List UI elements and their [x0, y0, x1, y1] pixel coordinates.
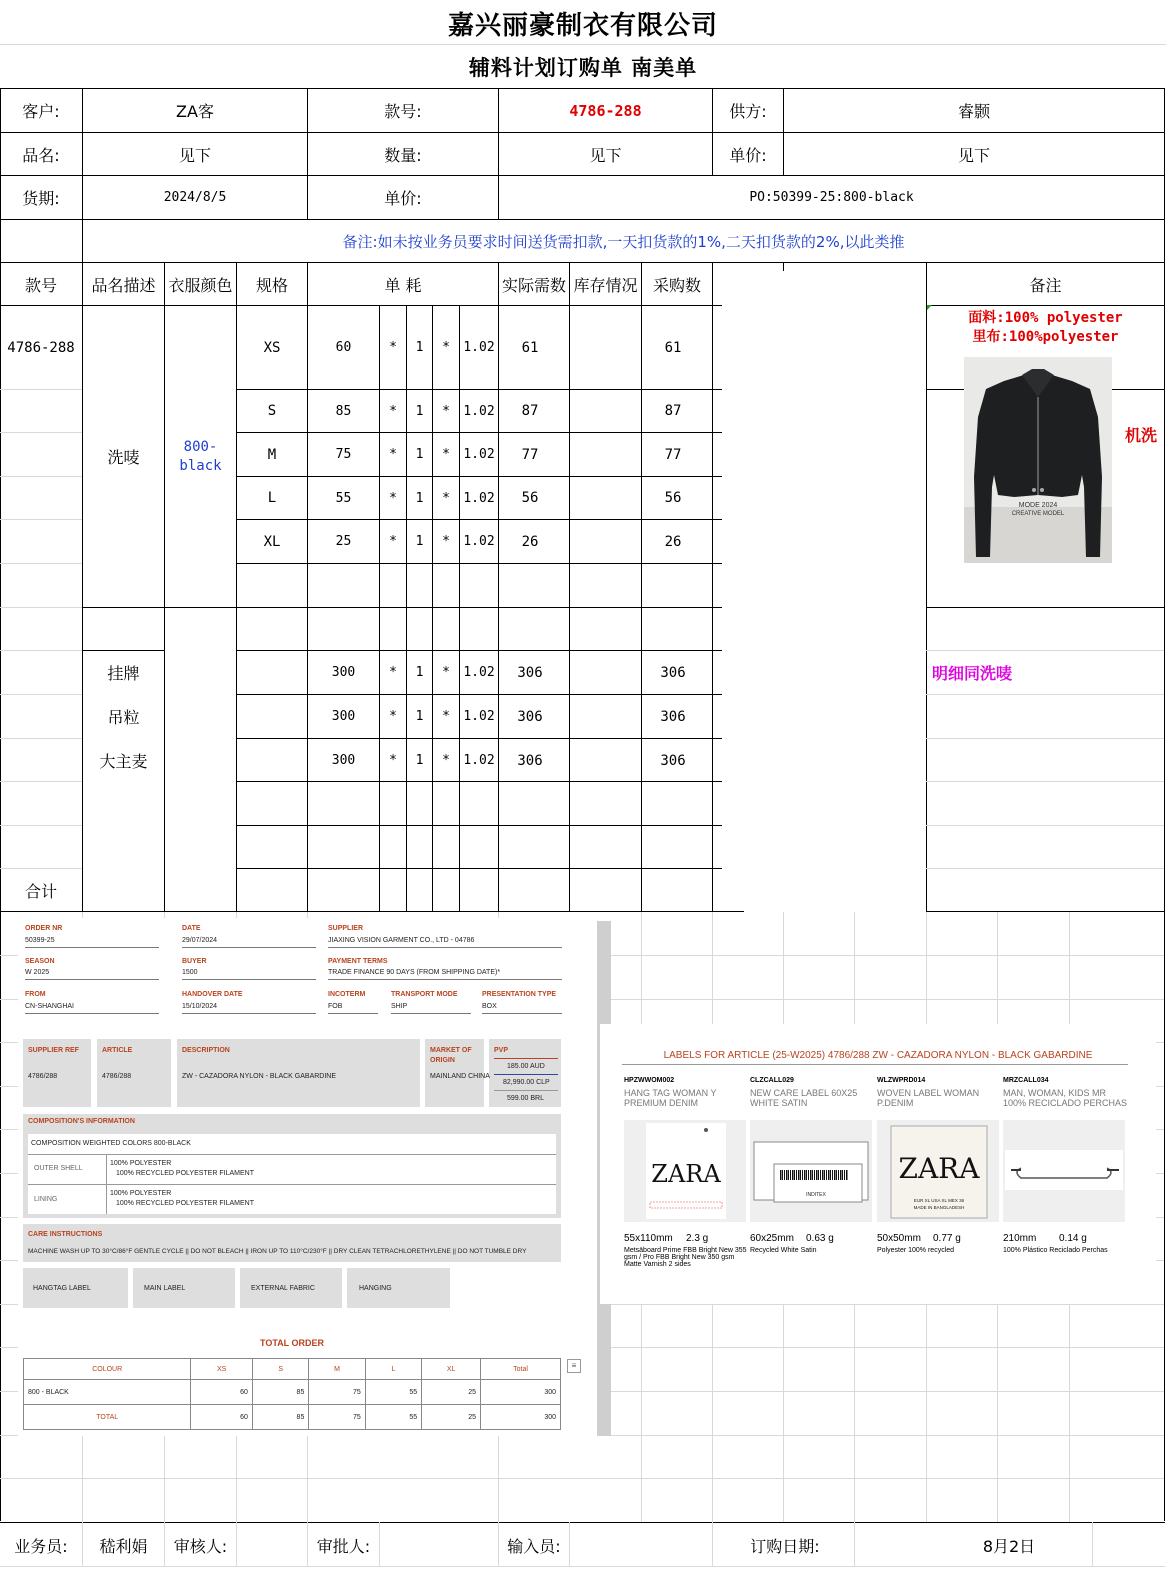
label-name-1: NEW CARE LABEL 60X25 — [750, 1088, 858, 1098]
photo-text-1: MODE 2024 — [1018, 502, 1058, 509]
incoterm-label: INCOTERM — [328, 991, 366, 998]
need-cell: 306 — [517, 752, 543, 769]
tab-external-fabric[interactable]: EXTERNAL FABRIC — [251, 1285, 315, 1292]
label-size: 50x50mm — [877, 1233, 921, 1244]
delivery-label: 货期: — [22, 189, 60, 208]
label-code: CLZCALL029 — [750, 1077, 794, 1084]
label-material-2: gsm / Pro FBB Bright New 350 gsm — [624, 1254, 735, 1261]
purchase-cell: 306 — [660, 752, 686, 769]
po-value: PO:50399-25:800-black — [749, 190, 914, 205]
need-cell: 77 — [521, 446, 539, 463]
multiply-sign: * — [442, 403, 450, 419]
unit-price2-label: 单价: — [384, 189, 422, 208]
qty-cell: 300 — [331, 665, 356, 680]
order-nr: 50399-25 — [25, 937, 55, 944]
qty-cell: 75 — [335, 447, 352, 462]
salesman-label: 业务员: — [14, 1536, 68, 1556]
factor-cell: 1 — [415, 490, 424, 506]
care-text: MACHINE WASH UP TO 30°C/86°F GENTLE CYCLE || DO NOT BLEACH || IRON UP TO 110°C/230°F || DRY CLEAN TETRACHLORETHYLENE || DO NOT TUMBLE DRY — [28, 1248, 527, 1255]
total-table-cell: 300 — [481, 1405, 561, 1430]
from-value: CN-SHANGHAI — [25, 1003, 75, 1010]
col-desc: 品名描述 — [91, 275, 156, 295]
qty-cell: 55 — [335, 490, 352, 506]
multiply-sign: * — [389, 490, 397, 506]
purchase-cell: 87 — [664, 403, 682, 419]
pvp-label: PVP — [494, 1047, 509, 1054]
multiply-sign: * — [389, 665, 397, 680]
total-table-cell: 60 — [191, 1405, 253, 1430]
wash-remark: 机洗 — [1124, 425, 1157, 445]
supplier-doc-label: SUPPLIER — [328, 925, 364, 932]
total-table-cell: TOTAL — [24, 1405, 191, 1430]
total-table-cell: M — [309, 1359, 365, 1380]
multiply-sign: * — [389, 403, 397, 419]
jacket-photo — [964, 357, 1112, 563]
supplier-ref: 4786/288 — [28, 1073, 58, 1080]
total-table-cell: 25 — [422, 1380, 481, 1405]
label-material-1: Recycled White Satin — [750, 1247, 817, 1254]
sizes-line: EUR XL USA XL MEX 36 — [913, 1198, 965, 1203]
label-material-1: Metsäboard Prime FBB Bright New 355 — [624, 1247, 747, 1254]
multiply-sign: * — [442, 709, 450, 724]
total-table-cell: 25 — [422, 1405, 481, 1430]
total-table-cell: 60 — [191, 1380, 253, 1405]
item-desc-cell: 吊粒 — [107, 708, 140, 727]
lining-2: 100% RECYCLED POLYESTER FILAMENT — [116, 1200, 254, 1207]
total-table-cell: 800 - BLACK — [24, 1380, 191, 1405]
customer-label: 客户: — [22, 102, 60, 121]
lining-label: LINING — [34, 1196, 58, 1203]
input-label: 输入员: — [507, 1536, 561, 1556]
care-label: CARE INSTRUCTIONS — [28, 1231, 103, 1238]
qty-cell: 60 — [335, 340, 352, 355]
total-table-cell: 55 — [365, 1380, 421, 1405]
outer-1: 100% POLYESTER — [110, 1160, 172, 1167]
composition-label: COMPOSITION'S INFORMATION — [28, 1118, 135, 1125]
market-label-2: ORIGIN — [430, 1057, 455, 1064]
size-cell: L — [267, 490, 277, 506]
buyer-value: 1500 — [182, 969, 198, 976]
need-cell: 87 — [521, 403, 539, 419]
label-material-1: Polyester 100% recycled — [877, 1247, 955, 1254]
presentation-value: BOX — [482, 1003, 497, 1010]
unit-price-value: 见下 — [957, 145, 990, 165]
factor-cell: 1 — [415, 447, 424, 462]
label-name-1: MAN, WOMAN, KIDS MR — [1003, 1088, 1106, 1098]
factor-cell: 1 — [415, 534, 424, 549]
article-label: ARTICLE — [102, 1047, 133, 1054]
multiply-sign: * — [442, 534, 450, 549]
pvp-aud: 185.00 AUD — [507, 1063, 545, 1070]
total-table-cell: 300 — [481, 1380, 561, 1405]
from-label: FROM — [25, 991, 46, 998]
buyer-label: BUYER — [182, 958, 207, 965]
table-icon[interactable]: ≡ — [567, 1359, 581, 1373]
total-table-cell: L — [365, 1359, 421, 1380]
label-weight: 0.14 g — [1059, 1233, 1087, 1244]
loss-factor-cell: 1.02 — [463, 709, 495, 724]
total-table-cell: 85 — [252, 1380, 308, 1405]
multiply-sign: * — [389, 340, 397, 355]
labels-title: LABELS FOR ARTICLE (25-W2025) 4786/288 ZW - CAZADORA NYLON - BLACK GABARDINE — [663, 1049, 1093, 1061]
col-color: 衣服颜色 — [168, 275, 233, 295]
qty-cell: 300 — [331, 753, 356, 768]
label-image — [750, 1120, 872, 1222]
qty-cell: 25 — [335, 534, 352, 549]
multiply-sign: * — [442, 665, 450, 680]
purchase-cell: 26 — [664, 533, 682, 550]
approver-label: 审批人: — [316, 1536, 371, 1556]
company-title: 嘉兴丽豪制衣有限公司 — [447, 10, 718, 41]
delivery-value: 2024/8/5 — [163, 190, 227, 205]
purchase-cell: 56 — [664, 490, 682, 506]
supplier-label: 供方: — [729, 102, 767, 121]
col-need: 实际需数 — [501, 275, 566, 295]
total-order-table — [23, 1358, 561, 1430]
form-title: 辅料计划订购单 南美单 — [468, 55, 698, 80]
article-value: 4786/288 — [102, 1073, 132, 1080]
total-table-cell: XS — [191, 1359, 253, 1380]
qty-label: 数量: — [384, 145, 422, 165]
total-table-cell: 75 — [309, 1405, 365, 1430]
tab-hanging[interactable]: HANGING — [359, 1285, 392, 1292]
multiply-sign: * — [442, 490, 450, 506]
size-cell: XL — [263, 533, 281, 550]
col-purchase: 采购数 — [652, 275, 701, 295]
market-value: MAINLAND CHINA — [430, 1073, 490, 1080]
style-no-label: 款号: — [384, 102, 422, 121]
col-consumption: 单 耗 — [384, 275, 422, 295]
salesman-value: 嵇利娟 — [99, 1536, 148, 1556]
label-name-2: WHITE SATIN — [750, 1098, 808, 1108]
multiply-sign: * — [442, 753, 450, 768]
label-name-2: 100% RECICLADO PERCHAS — [1003, 1098, 1128, 1108]
payment-value: TRADE FINANCE 90 DAYS (FROM SHIPPING DATE)* — [328, 969, 501, 976]
made-in: MADE IN BANGLADESH — [913, 1205, 965, 1210]
total-table-cell: Total — [481, 1359, 561, 1380]
total-order-title: TOTAL ORDER — [259, 1338, 324, 1348]
label-name-1: WOVEN LABEL WOMAN — [877, 1088, 980, 1098]
size-cell: S — [267, 403, 277, 419]
zara-woven-logo: ZARA — [898, 1152, 980, 1185]
loss-factor-cell: 1.02 — [463, 753, 495, 768]
col-stock: 库存情况 — [573, 275, 638, 295]
purchase-cell: 306 — [660, 708, 686, 725]
total-table-cell: 55 — [365, 1405, 421, 1430]
item-desc-cell: 挂牌 — [107, 664, 140, 683]
purchase-cell: 61 — [664, 339, 682, 356]
qty-cell: 300 — [331, 709, 356, 724]
total-table-cell: S — [252, 1359, 308, 1380]
group-color: 800-black — [179, 438, 222, 474]
label-size: 55x110mm — [624, 1233, 673, 1244]
total-label: 合计 — [24, 881, 57, 901]
customer-value: ZA客 — [176, 102, 214, 121]
factor-cell: 1 — [415, 340, 424, 355]
need-cell: 56 — [521, 490, 539, 506]
style-number-cell: 4786-288 — [7, 339, 75, 356]
label-size: 60x25mm — [750, 1233, 794, 1244]
col-size: 规格 — [255, 275, 288, 295]
inditex-logo: INDITEX — [806, 1192, 826, 1198]
factor-cell: 1 — [415, 403, 424, 419]
group-desc-wash: 洗唛 — [107, 448, 140, 467]
unit-price-label: 单价: — [729, 145, 767, 165]
tab-hangtag[interactable]: HANGTAG LABEL — [33, 1285, 91, 1292]
market-label-1: MARKET OF — [430, 1047, 472, 1054]
qty-value: 见下 — [589, 145, 622, 165]
factor-cell: 1 — [415, 709, 424, 724]
label-size: 210mm — [1003, 1233, 1037, 1244]
loss-factor-cell: 1.02 — [463, 340, 495, 355]
lining-remark: 里布:100%polyester — [972, 329, 1119, 345]
item-desc-cell: 大主麦 — [99, 752, 148, 771]
col-style: 款号 — [24, 275, 57, 295]
incoterm-value: FOB — [328, 1003, 343, 1010]
factor-cell: 1 — [415, 665, 424, 680]
order-date-label: 订购日期: — [750, 1536, 820, 1556]
tab-main-label[interactable]: MAIN LABEL — [144, 1285, 186, 1292]
need-cell: 61 — [521, 339, 539, 356]
label-weight: 0.63 g — [806, 1233, 834, 1244]
multiply-sign: * — [389, 447, 397, 462]
label-name-2: P.DENIM — [877, 1098, 914, 1108]
label-material-1: 100% Plástico Reciclado Perchas — [1003, 1247, 1108, 1254]
outer-2: 100% RECYCLED POLYESTER FILAMENT — [116, 1170, 254, 1177]
purchase-cell: 306 — [660, 664, 686, 681]
multiply-sign: * — [389, 534, 397, 549]
description-value: ZW - CAZADORA NYLON - BLACK GABARDINE — [182, 1073, 337, 1080]
loss-factor-cell: 1.02 — [463, 490, 495, 506]
presentation-label: PRESENTATION TYPE — [482, 991, 557, 998]
need-cell: 306 — [517, 708, 543, 725]
order-date-value: 8月2日 — [982, 1536, 1036, 1556]
qty-cell: 85 — [335, 403, 352, 419]
col-remark: 备注 — [1029, 275, 1062, 295]
multiply-sign: * — [442, 340, 450, 355]
supplier-ref-label: SUPPLIER REF — [28, 1047, 79, 1054]
total-table-cell: XL — [422, 1359, 481, 1380]
loss-factor-cell: 1.02 — [463, 665, 495, 680]
handover-value: 15/10/2024 — [182, 1003, 218, 1010]
detail-remark: 明细同洗唛 — [931, 664, 1012, 683]
total-table-cell: 85 — [252, 1405, 308, 1430]
photo-text-2: CREATIVE MODEL — [1011, 511, 1065, 517]
product-label: 品名: — [22, 145, 60, 165]
style-no-value: 4786-288 — [569, 101, 642, 120]
supplier-value: 睿颢 — [957, 102, 990, 121]
payment-label: PAYMENT TERMS — [328, 958, 388, 965]
fabric-remark: 面料:100% polyester — [968, 310, 1123, 326]
order-nr-label: ORDER NR — [25, 925, 63, 932]
label-code: HPZWWOM002 — [624, 1077, 675, 1084]
label-code: WLZWPRD014 — [877, 1077, 926, 1084]
label-weight: 2.3 g — [686, 1233, 709, 1244]
total-table-cell: COLOUR — [24, 1359, 191, 1380]
product-value: 见下 — [178, 145, 211, 165]
composition-head: COMPOSITION WEIGHTED COLORS 800-BLACK — [31, 1140, 191, 1147]
label-name-2: PREMIUM DENIM — [624, 1098, 698, 1108]
size-cell: M — [267, 446, 277, 463]
loss-factor-cell: 1.02 — [463, 403, 495, 419]
date-label: DATE — [182, 925, 201, 932]
loss-factor-cell: 1.02 — [463, 447, 495, 462]
need-cell: 306 — [517, 664, 543, 681]
loss-factor-cell: 1.02 — [463, 534, 495, 549]
order-document — [18, 918, 598, 1436]
label-name-1: HANG TAG WOMAN Y — [624, 1088, 717, 1098]
total-table-cell: 75 — [309, 1380, 365, 1405]
lining-1: 100% POLYESTER — [110, 1190, 172, 1197]
need-cell: 26 — [521, 533, 539, 550]
label-image — [1003, 1120, 1125, 1222]
season-value: W 2025 — [25, 969, 50, 976]
label-image — [877, 1120, 999, 1222]
pvp-brl: 599.00 BRL — [507, 1095, 544, 1102]
multiply-sign: * — [389, 753, 397, 768]
label-weight: 0.77 g — [933, 1233, 961, 1244]
transport-value: SHIP — [391, 1003, 408, 1010]
zara-logo: ZARA — [651, 1160, 721, 1188]
handover-label: HANDOVER DATE — [182, 991, 243, 998]
supplier-doc: JIAXING VISION GARMENT CO., LTD - 04786 — [328, 937, 475, 944]
label-code: MRZCALL034 — [1003, 1077, 1049, 1084]
date-value: 29/07/2024 — [182, 937, 218, 944]
factor-cell: 1 — [415, 753, 424, 768]
multiply-sign: * — [442, 447, 450, 462]
season-label: SEASON — [25, 958, 55, 965]
delivery-note: 备注:如未按业务员要求时间送货需扣款,一天扣货款的1%,二天扣货款的2%,以此类推 — [342, 232, 905, 251]
label-material-3: Matte Varnish 2 sides — [624, 1261, 691, 1268]
outer-shell-label: OUTER SHELL — [34, 1165, 83, 1172]
labels-document — [600, 1024, 1156, 1304]
reviewer-label: 审核人: — [173, 1536, 228, 1556]
pvp-clp: 82,990.00 CLP — [503, 1079, 550, 1086]
label-image — [624, 1120, 746, 1222]
description-label: DESCRIPTION — [182, 1047, 230, 1054]
size-cell: XS — [263, 339, 281, 356]
transport-label: TRANSPORT MODE — [391, 991, 458, 998]
multiply-sign: * — [389, 709, 397, 724]
purchase-cell: 77 — [664, 446, 682, 463]
